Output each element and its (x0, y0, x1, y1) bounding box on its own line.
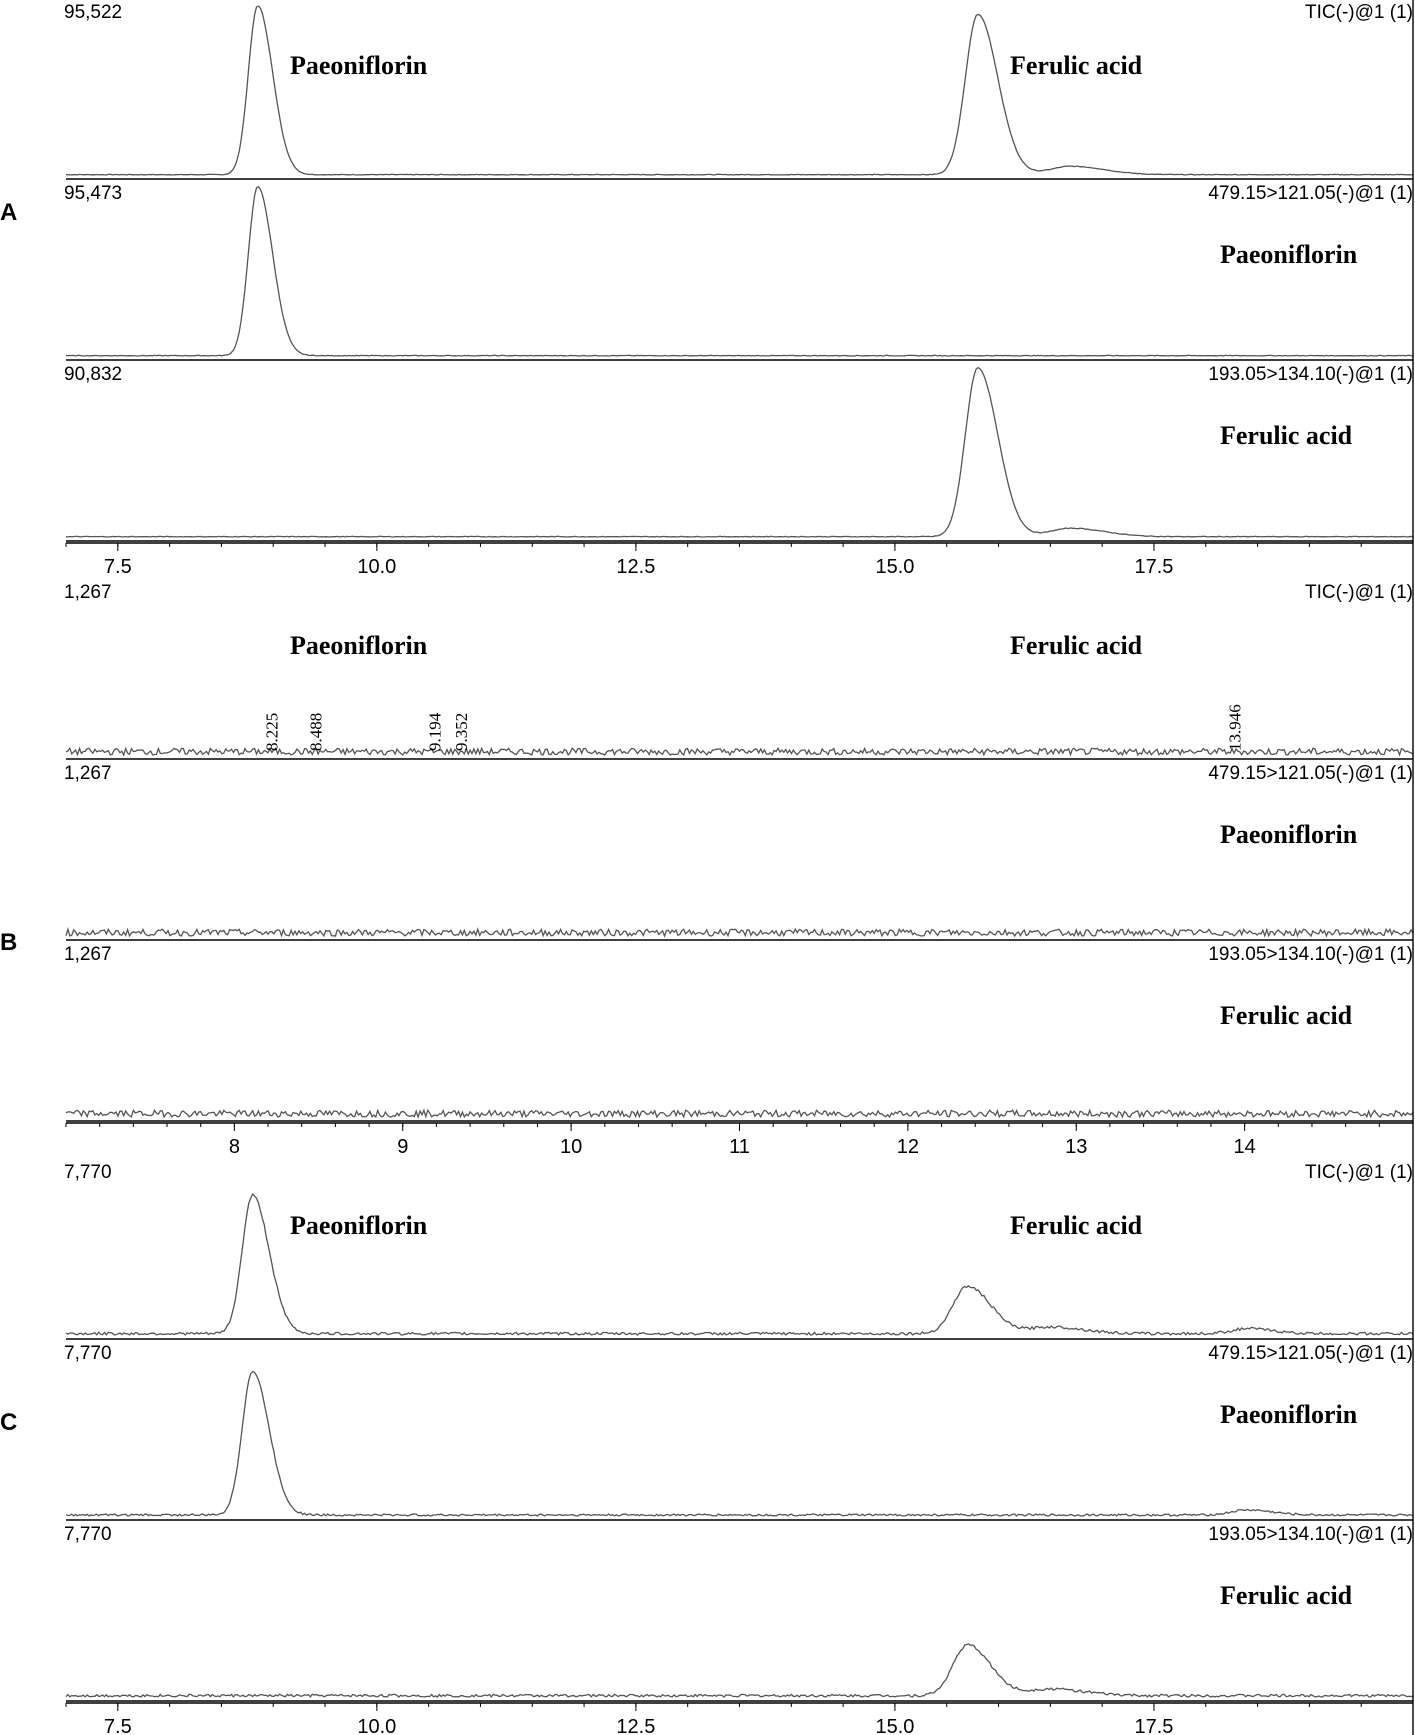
trace-name-label: 479.15>121.05(-)@1 (1) (1208, 1343, 1413, 1364)
compound-label: Paeoniflorin (1220, 240, 1358, 269)
trace-1 (64, 1162, 1413, 1339)
panel-letter: C (0, 1409, 18, 1436)
trace-name-label: TIC(-)@1 (1) (1305, 1162, 1413, 1183)
peak-rt-label: 13.946 (1225, 704, 1245, 751)
trace-name-label: 193.05>134.10(-)@1 (1) (1208, 944, 1413, 965)
x-tick-label: 17.5 (1134, 1716, 1174, 1735)
compound-label: Paeoniflorin (290, 1211, 428, 1240)
trace-scale-label: 1,267 (64, 763, 112, 784)
x-tick-label: 10 (560, 1136, 583, 1158)
peak-rt-label: 8.225 (262, 712, 282, 752)
trace-3 (64, 1524, 1413, 1701)
trace-name-label: 193.05>134.10(-)@1 (1) (1208, 364, 1413, 385)
trace-name-label: TIC(-)@1 (1) (1305, 2, 1413, 23)
panel-letter: A (0, 199, 18, 226)
panel-letter: B (0, 929, 18, 956)
x-tick-label: 7.5 (103, 556, 132, 578)
trace-scale-label: 95,473 (64, 183, 123, 204)
x-tick-label: 17.5 (1134, 556, 1174, 578)
chromatogram-line (66, 6, 1413, 175)
x-tick-label: 10.0 (357, 556, 397, 578)
x-tick-label: 9 (397, 1136, 409, 1158)
panel-a (0, 2, 1413, 578)
x-tick-label: 12.5 (616, 1716, 656, 1735)
compound-label: Ferulic acid (1010, 51, 1143, 80)
x-tick-label: 12.5 (616, 556, 656, 578)
trace-3 (64, 364, 1413, 541)
x-axis (66, 543, 1413, 578)
trace-name-label: TIC(-)@1 (1) (1305, 582, 1413, 603)
trace-2 (64, 183, 1413, 360)
trace-scale-label: 95,522 (64, 2, 123, 23)
x-tick-label: 12 (896, 1136, 919, 1158)
peak-rt-label: 9.194 (425, 712, 445, 751)
trace-name-label: 479.15>121.05(-)@1 (1) (1208, 763, 1413, 784)
chromatogram-line (66, 1644, 1413, 1697)
panel-b (0, 582, 1413, 1158)
x-tick-label: 8 (228, 1136, 240, 1158)
trace-2 (64, 1343, 1413, 1520)
compound-label: Paeoniflorin (290, 51, 428, 80)
compound-label: Ferulic acid (1010, 1211, 1143, 1240)
trace-1 (64, 582, 1413, 759)
x-axis (66, 1703, 1413, 1735)
x-axis (66, 1123, 1413, 1158)
compound-label: Paeoniflorin (1220, 820, 1358, 849)
compound-label: Paeoniflorin (1220, 1400, 1358, 1429)
chromatogram-line (66, 1372, 1413, 1516)
chromatogram-line (66, 1194, 1413, 1335)
trace-scale-label: 1,267 (64, 582, 112, 603)
trace-scale-label: 1,267 (64, 944, 112, 965)
compound-label: Paeoniflorin (290, 631, 428, 660)
x-tick-label: 10.0 (357, 1716, 397, 1735)
x-tick-label: 11 (729, 1136, 750, 1158)
panel-c (0, 1162, 1413, 1735)
x-tick-label: 15.0 (875, 556, 915, 578)
chromatogram-line (66, 1110, 1413, 1117)
x-tick-label: 15.0 (875, 1716, 915, 1735)
trace-scale-label: 7,770 (64, 1524, 112, 1545)
x-tick-label: 14 (1233, 1136, 1256, 1158)
compound-label: Ferulic acid (1010, 631, 1143, 660)
trace-scale-label: 7,770 (64, 1343, 112, 1364)
peak-rt-label: 8.488 (306, 712, 326, 751)
peak-rt-label: 9.352 (452, 712, 471, 751)
trace-1 (64, 2, 1413, 179)
x-tick-label: 7.5 (103, 1716, 132, 1735)
compound-label: Ferulic acid (1220, 1581, 1353, 1610)
chromatogram-line (66, 368, 1413, 537)
trace-scale-label: 7,770 (64, 1162, 112, 1183)
x-tick-label: 13 (1065, 1136, 1088, 1158)
chromatogram-line (66, 187, 1413, 356)
chromatogram-line (66, 929, 1413, 936)
trace-3 (64, 944, 1413, 1121)
trace-name-label: 193.05>134.10(-)@1 (1) (1208, 1524, 1413, 1545)
compound-label: Ferulic acid (1220, 1001, 1353, 1030)
trace-scale-label: 90,832 (64, 364, 123, 385)
trace-2 (64, 763, 1413, 940)
compound-label: Ferulic acid (1220, 421, 1353, 450)
trace-name-label: 479.15>121.05(-)@1 (1) (1208, 183, 1413, 204)
